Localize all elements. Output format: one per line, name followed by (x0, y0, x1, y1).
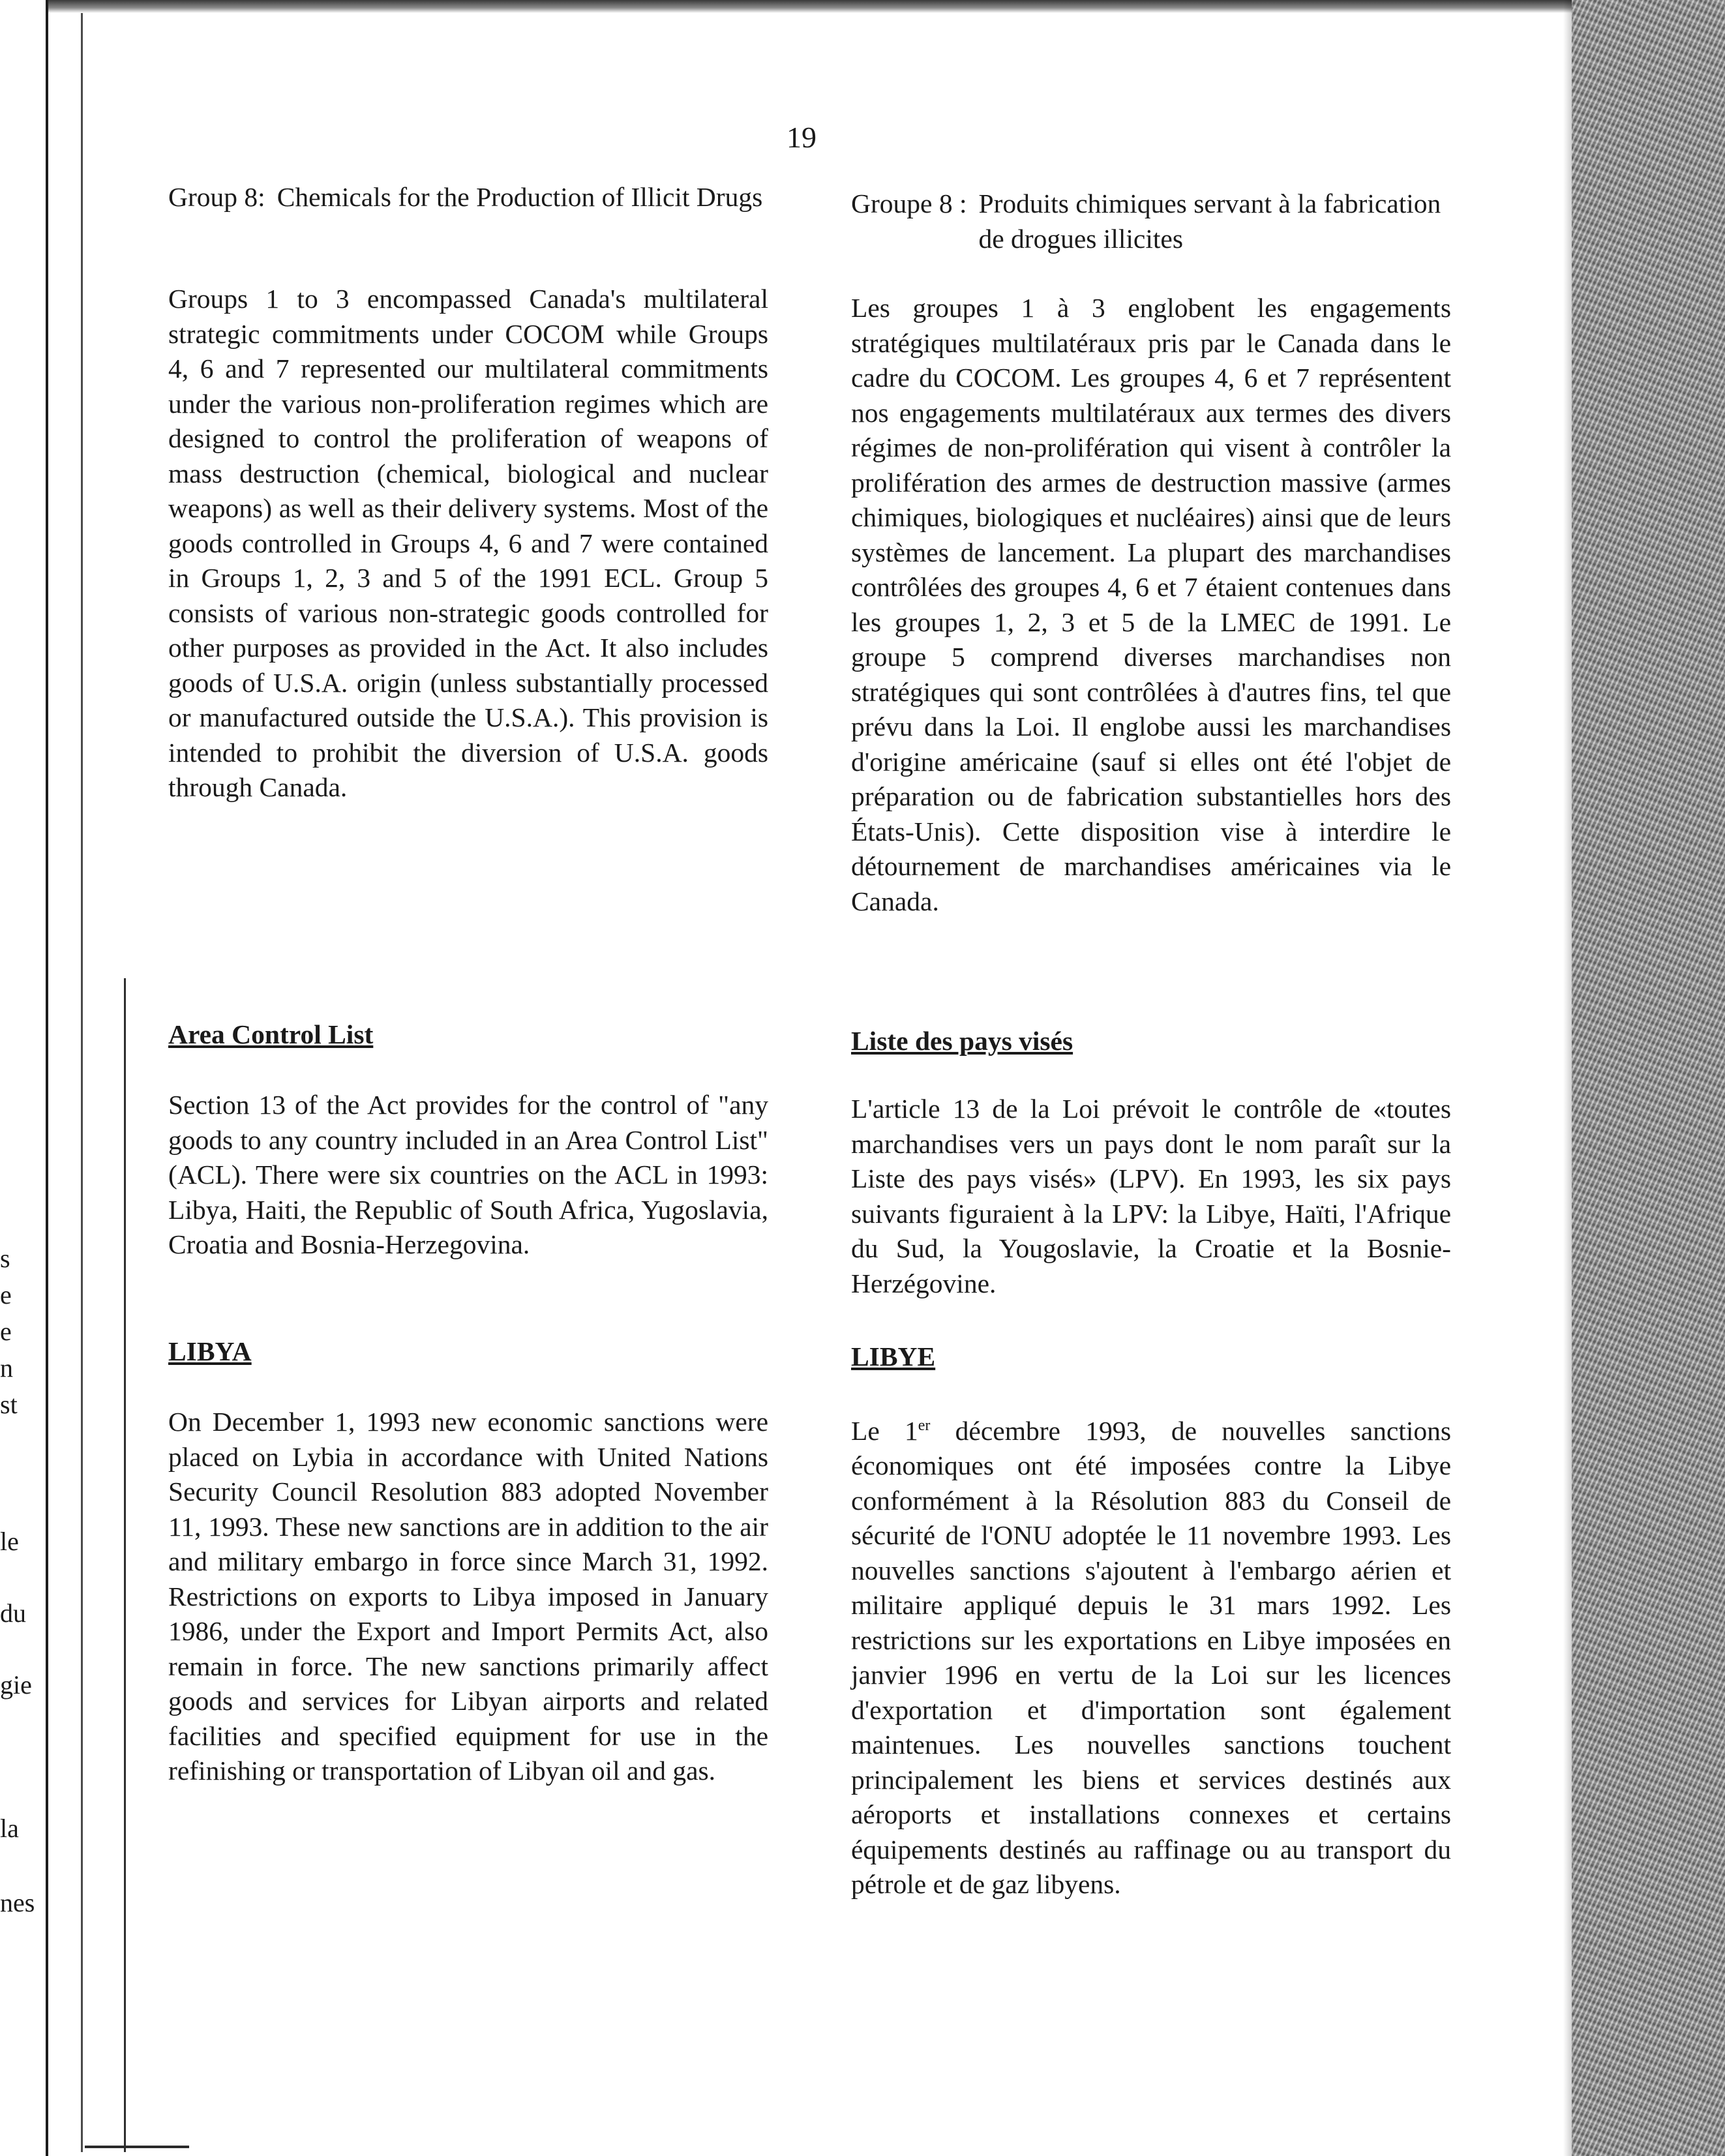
group8-label: Group 8: (168, 182, 265, 212)
binding-line (46, 0, 48, 2156)
libya-paragraph: On December 1, 1993 new economic sanctions were placed on Lybia in accordance with United Nations Security Council Resolution 883 adopted November 11, 1993. These new sanctions are in addition to the air and military embargo in force since March 31, 1992. Restrictions on exports to Libya imposed in January 1986, under the Export and Import Permits Act, also remain in force. The new sanctions primarily affect goods and services for Libyan airports and related facilities and specified equipment for use in the refinishing or transportation of Libyan oil and gas. (168, 1407, 768, 1786)
libye-para-rest: décembre 1993, de nouvelles sanctions économiques ont été imposées contre la Libye conformément à la Résolution 883 du Conseil de sécurité de l'ONU adoptée le 11 novembre 1993. Les nouvelles sanctions s'ajoutent à l'embargo aérien et militaire appliqué depuis le 31 mars 1992. Les restrictions sur les exportations en Libye imposées en janvier 1996 en vertu de la Loi sur les licences d'exportation et d'importation sont également maintenues. Les nouvelles sanctions touchent principalement les biens et services destinés aux aéroports et installations connexes et certains équipements destinés au raffinage ou au transport du pétrole et de gaz libyens. (851, 1415, 1451, 1900)
facing-page-fragment: n (0, 1353, 13, 1383)
lpv-paragraph: L'article 13 de la Loi prévoit le contrôle de «toutes marchandises vers un pays dont le nom paraît sur la Liste des pays visés» (LPV). En 1993, les six pays suivants figuraient à la LPV: la Libye, Haïti, l'Afrique du Sud, la Yougoslavie, la Croatie et la Bosnie-Herzégovine. (851, 1094, 1451, 1298)
group8-title: Chemicals for the Production of Illicit Drugs (277, 182, 763, 212)
libye-paragraph (851, 1409, 1451, 1902)
facing-page-fragment: du (0, 1598, 26, 1628)
acl-heading: Area Control List (168, 1019, 374, 1049)
acl-paragraph: Section 13 of the Act provides for the control of "any goods to any country included in an Area Control List" (ACL). There were six countries on the ACL in 1993: Libya, Haiti, the Republic of South Africa, Yugoslavia, Croatia and Bosnia-Herzegovina. (168, 1090, 768, 1259)
french-groups-section (851, 291, 1451, 919)
french-lpv-heading-block (851, 1024, 1451, 1059)
english-libya-heading-block (168, 1334, 768, 1370)
binding-line (81, 13, 83, 2152)
english-group8-header (168, 180, 768, 215)
groupe8-title: Produits chimiques servant à la fabrication de drogues illicites (978, 188, 1441, 254)
english-acl-paragraph-block (168, 1088, 768, 1263)
english-libya-section (168, 1405, 768, 1789)
binding-line (124, 978, 126, 2152)
facing-page-fragment: e (0, 1280, 12, 1310)
lpv-heading: Liste des pays visés (851, 1026, 1073, 1056)
facing-page-fragment: s (0, 1244, 10, 1273)
groupes-paragraph: Les groupes 1 à 3 englobent les engagements stratégiques multilatéraux pris par le Canada dans le cadre du COCOM. Les groupes 4, 6 et 7 représentent nos engagements multilatéraux aux termes des divers régimes de non-prolifération qui visent à contrôler la prolifération des armes de destruction massive (armes chimiques, biologiques et nucléaires) ainsi que de leurs systèmes de lancement. La plupart des marchandises contrôlées des groupes 4, 6 et 7 étaient contenues dans les groupes 1, 2, 3 et 5 de la LMEC de 1991. Le groupe 5 comprend diverses marchandises non stratégiques qui sont contrôlées à d'autres fins, tel que prévu dans la Loi. Il englobe aussi les marchandises d'origine américaine (sauf si elles ont été l'objet de préparation ou de fabrication substantielles hors des États-Unis). Cette disposition vise à interdire le détournement de marchandises américaines via le Canada. (851, 293, 1451, 916)
ordinal-superscript: er (918, 1417, 931, 1434)
scan-background-edge (1572, 0, 1725, 2156)
french-group8-header (851, 187, 1451, 256)
bottom-rule (85, 2146, 189, 2148)
scan-top-edge (0, 0, 1725, 13)
french-lpv-section (851, 1092, 1451, 1301)
french-libye-section (851, 1409, 1451, 1902)
facing-page-fragment: nes (0, 1888, 35, 1917)
libye-para-start: Le 1 (851, 1415, 918, 1446)
facing-page-fragment: st (0, 1390, 18, 1419)
english-groups-section (168, 282, 768, 805)
libye-heading: LIBYE (851, 1341, 936, 1371)
groupe8-label: Groupe 8 : (851, 188, 967, 218)
page-number: 19 (787, 121, 817, 154)
facing-page-fragment: e (0, 1317, 12, 1346)
facing-page-fragment: gie (0, 1670, 32, 1699)
facing-page-fragment: le (0, 1527, 19, 1556)
facing-page-fragment: la (0, 1814, 19, 1843)
groups-paragraph: Groups 1 to 3 encompassed Canada's multilateral strategic commitments under COCOM while Groups 4, 6 and 7 represented our multilateral commitments under the various non-proliferation regimes which are designed to control the proliferation of weapons of mass destruction (chemical, biological and nuclear weapons) as well as their delivery systems. Most of the goods controlled in Groups 4, 6 and 7 were contained in Groups 1, 2, 3 and 5 of the 1991 ECL. Group 5 consists of various non-strategic goods controlled for other purposes as provided in the Act. It also includes goods of U.S.A. origin (unless substantially processed or manufactured outside the U.S.A.). This provision is intended to prohibit the diversion of U.S.A. goods through Canada. (168, 284, 768, 802)
french-libye-heading-block (851, 1340, 1451, 1375)
libya-heading: LIBYA (168, 1336, 252, 1366)
english-acl-section (168, 1017, 768, 1053)
